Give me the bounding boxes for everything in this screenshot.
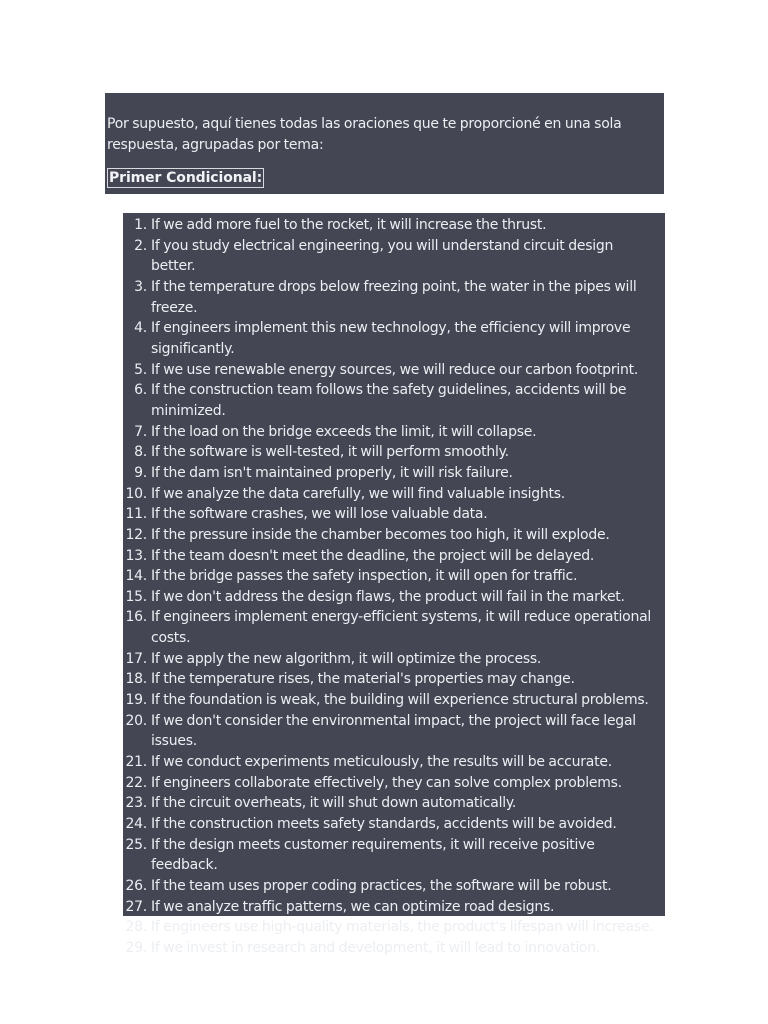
list-item-number: 14.: [125, 568, 147, 585]
list-item-number: 11.: [125, 506, 147, 523]
list-item-text: If the software crashes, we will lose valuable data.: [151, 506, 488, 523]
list-item: [123, 752, 665, 773]
list-item: [123, 690, 665, 711]
list-item-number: 6.: [134, 382, 147, 399]
list-item-text: If the temperature drops below freezing point, the water in the pipes will freeze.: [151, 278, 637, 316]
list-item: [123, 835, 665, 876]
list-item-number: 22.: [125, 774, 147, 791]
list-item-text: If the temperature rises, the material's properties may change.: [151, 671, 575, 688]
list-item: [123, 773, 665, 794]
list-item-text: If we analyze the data carefully, we will find valuable insights.: [151, 485, 566, 502]
list-item: [123, 380, 665, 421]
list-item-text: If the dam isn't maintained properly, it will risk failure.: [151, 464, 513, 481]
list-item-number: 27.: [125, 898, 147, 915]
list-item-number: 15.: [125, 588, 147, 605]
list-item: [123, 360, 665, 381]
list-item-text: If we conduct experiments meticulously, the results will be accurate.: [151, 754, 612, 771]
list-item-text: If the team doesn't meet the deadline, the project will be delayed.: [151, 547, 595, 564]
list-item-text: If we use renewable energy sources, we will reduce our carbon footprint.: [151, 361, 639, 378]
list-item-number: 8.: [134, 444, 147, 461]
list-item-text: If the pressure inside the chamber becomes too high, it will explode.: [151, 526, 610, 543]
list-item: [123, 876, 665, 897]
list-item-text: If we analyze traffic patterns, we can optimize road designs.: [151, 898, 555, 915]
list-item: [123, 938, 665, 959]
list-item-text: If the foundation is weak, the building will experience structural problems.: [151, 692, 649, 709]
list-item: [123, 318, 665, 359]
list-item-text: If the bridge passes the safety inspection, it will open for traffic.: [151, 568, 578, 585]
list-item-number: 1.: [134, 217, 147, 233]
list-item-number: 24.: [125, 816, 147, 833]
sentence-list-block: [123, 213, 665, 956]
list-item: [123, 669, 665, 690]
list-item-text: If we don't consider the environmental impact, the project will face legal issues.: [151, 712, 636, 750]
list-item-number: 2.: [134, 237, 147, 254]
list-item-number: 26.: [125, 878, 147, 894]
list-item-text: If the design meets customer requirements, it will receive positive feedback.: [151, 836, 595, 874]
list-item-text: If engineers implement this new technology, the efficiency will improve significantly.: [151, 320, 631, 357]
list-item: [123, 277, 665, 318]
list-item: [123, 897, 665, 918]
list-item: [123, 649, 665, 670]
list-item-text: If we add more fuel to the rocket, it will increase the thrust.: [151, 217, 547, 233]
list-item-text: If the software is well-tested, it will perform smoothly.: [151, 444, 509, 461]
list-item-number: 19.: [125, 692, 147, 709]
list-item: [123, 566, 665, 587]
list-item-text: If the load on the bridge exceeds the limit, it will collapse.: [151, 423, 537, 440]
list-item: [123, 793, 665, 814]
list-item: [123, 525, 665, 546]
list-item: [123, 917, 665, 938]
list-item-text: If we invest in research and development, it will lead to innovation.: [151, 939, 601, 956]
list-item-number: 17.: [125, 650, 147, 667]
list-item-number: 9.: [134, 464, 147, 481]
list-item: [123, 236, 665, 277]
list-item-text: If engineers collaborate effectively, they can solve complex problems.: [151, 774, 622, 791]
section-heading: Primer Condicional:: [109, 170, 263, 186]
list-item-number: 20.: [125, 712, 147, 729]
list-item-text: If engineers implement energy-efficient systems, it will reduce operational costs.: [151, 609, 652, 647]
intro-block: [105, 93, 664, 194]
list-item-number: 10.: [125, 485, 147, 502]
list-item-number: 4.: [134, 320, 147, 337]
list-item-number: 23.: [125, 795, 147, 812]
list-item: [123, 587, 665, 608]
list-item-text: If the construction meets safety standards, accidents will be avoided.: [151, 816, 617, 833]
list-item-number: 12.: [125, 526, 147, 543]
list-item: [123, 711, 665, 752]
list-item-number: 7.: [134, 423, 147, 440]
list-item-text: If we don't address the design flaws, the product will fail in the market.: [151, 588, 625, 605]
list-item-number: 3.: [134, 278, 147, 295]
list-item: [123, 484, 665, 505]
list-item: [123, 463, 665, 484]
list-item: [123, 504, 665, 525]
list-item-text: If the team uses proper coding practices, the software will be robust.: [151, 878, 612, 894]
intro-text: Por supuesto, aquí tienes todas las oraciones que te proporcioné en una sola respuesta, agrupadas por tema:: [107, 116, 622, 153]
list-item-number: 13.: [125, 547, 147, 564]
sentence-list: [123, 215, 665, 959]
list-item-number: 28.: [125, 919, 147, 936]
list-item: [123, 422, 665, 443]
list-item-text: If the circuit overheats, it will shut down automatically.: [151, 795, 517, 812]
list-item-number: 5.: [134, 361, 147, 378]
list-item-number: 29.: [125, 939, 147, 956]
list-item: [123, 215, 665, 236]
list-item: [123, 814, 665, 835]
list-item: [123, 442, 665, 463]
list-item-number: 18.: [125, 671, 147, 688]
list-item-text: If we apply the new algorithm, it will optimize the process.: [151, 650, 542, 667]
list-item-number: 21.: [125, 754, 147, 771]
list-item-text: If you study electrical engineering, you will understand circuit design better.: [151, 237, 614, 275]
list-item-text: If the construction team follows the safety guidelines, accidents will be minimized.: [151, 382, 627, 419]
list-item-number: 25.: [125, 836, 147, 853]
list-item: [123, 607, 665, 648]
list-item: [123, 546, 665, 567]
list-item-text: If engineers use high-quality materials, the product's lifespan will increase.: [151, 919, 654, 936]
list-item-number: 16.: [125, 609, 147, 626]
